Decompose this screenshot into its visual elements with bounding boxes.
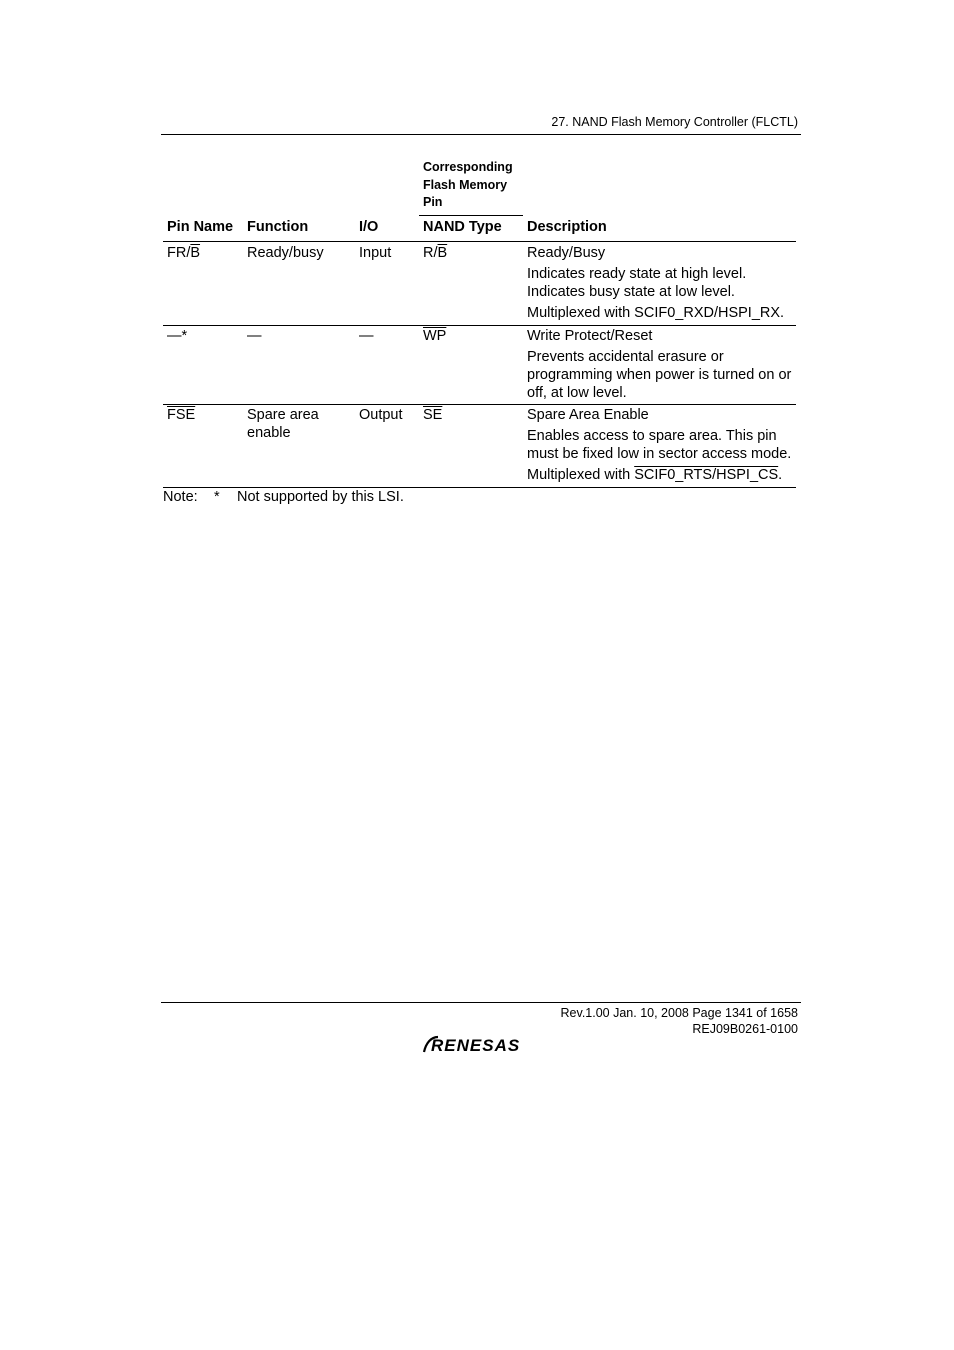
group-header-rule: [419, 215, 523, 216]
col-header-function: Function: [247, 219, 309, 235]
col-header-io: I/O: [359, 219, 379, 235]
row1-pin-name: $FR/\overline{B}$: [167, 245, 201, 261]
note-label: Note:: [163, 489, 198, 505]
note-text: Not supported by this LSI.: [237, 489, 404, 505]
row3-function-line: Spare area: [247, 407, 319, 423]
group-header-line: Corresponding: [423, 160, 513, 174]
row-divider: [163, 404, 796, 405]
row2-description: [527, 327, 797, 402]
renesas-logo: [422, 1031, 542, 1057]
footer-revision: Rev.1.00 Jan. 10, 2008 Page 1341 of 1658: [560, 1006, 798, 1020]
row-divider: [163, 325, 796, 326]
row1-desc-title: Ready/Busy: [527, 245, 606, 261]
row2-function: —: [247, 328, 262, 344]
row3-io: Output: [359, 407, 403, 423]
row2-pin-name: —*: [167, 328, 188, 344]
group-header-line: Flash Memory: [423, 177, 508, 192]
row1-description: [527, 244, 797, 322]
header-rule: [161, 134, 801, 135]
footer-doc-number: REJ09B0261-0100: [692, 1022, 798, 1036]
row2-desc-title: Write Protect/Reset: [527, 328, 653, 344]
row3-function-line: enable: [247, 425, 291, 441]
row3-function: [247, 406, 319, 442]
col-header-pin-name: Pin Name: [167, 219, 234, 235]
row1-desc-line: Indicates ready state at high level.: [527, 266, 747, 282]
row1-nand-type: $R/\overline{B}$: [423, 245, 448, 261]
row3-pin-name: $\overline{FSE}$: [167, 407, 196, 423]
row1-desc-mux: Multiplexed with SCIF0_RXD/HSPI_RX.: [527, 305, 785, 321]
row3-nand-type: $\overline{SE}$: [423, 407, 443, 423]
row1-desc-line: Indicates busy state at low level.: [527, 284, 735, 300]
row3-desc-line: Enables access to spare area. This pin: [527, 428, 777, 444]
row2-desc-line: programming when power is turned on or: [527, 367, 792, 383]
col-header-nand-type: NAND Type: [423, 219, 502, 235]
row2-desc-line: Prevents accidental erasure or: [527, 349, 724, 365]
row3-desc-mux: Multiplexed with SCIF0_RTS/HSPI_CS.: [527, 467, 783, 483]
row2-io: —: [359, 328, 374, 344]
col-header-description: Description: [527, 219, 607, 235]
footer-rule: [161, 1002, 801, 1003]
note-mark: *: [214, 489, 220, 505]
running-header: 27. NAND Flash Memory Controller (FLCTL): [551, 115, 798, 129]
row3-desc-line: must be fixed low in sector access mode.: [527, 446, 792, 462]
row2-desc-line: off, at low level.: [527, 385, 627, 401]
group-header: [423, 159, 513, 212]
logo-text: RENESAS: [431, 1036, 521, 1055]
row1-io: Input: [359, 245, 392, 261]
row3-desc-title: Spare Area Enable: [527, 407, 649, 423]
header-bottom-rule: [163, 241, 796, 242]
row1-function: Ready/busy: [247, 245, 324, 261]
group-header-line: Pin: [423, 195, 443, 209]
row2-nand-type: $\overline{WP}$: [423, 328, 447, 344]
row3-description: [527, 406, 797, 484]
